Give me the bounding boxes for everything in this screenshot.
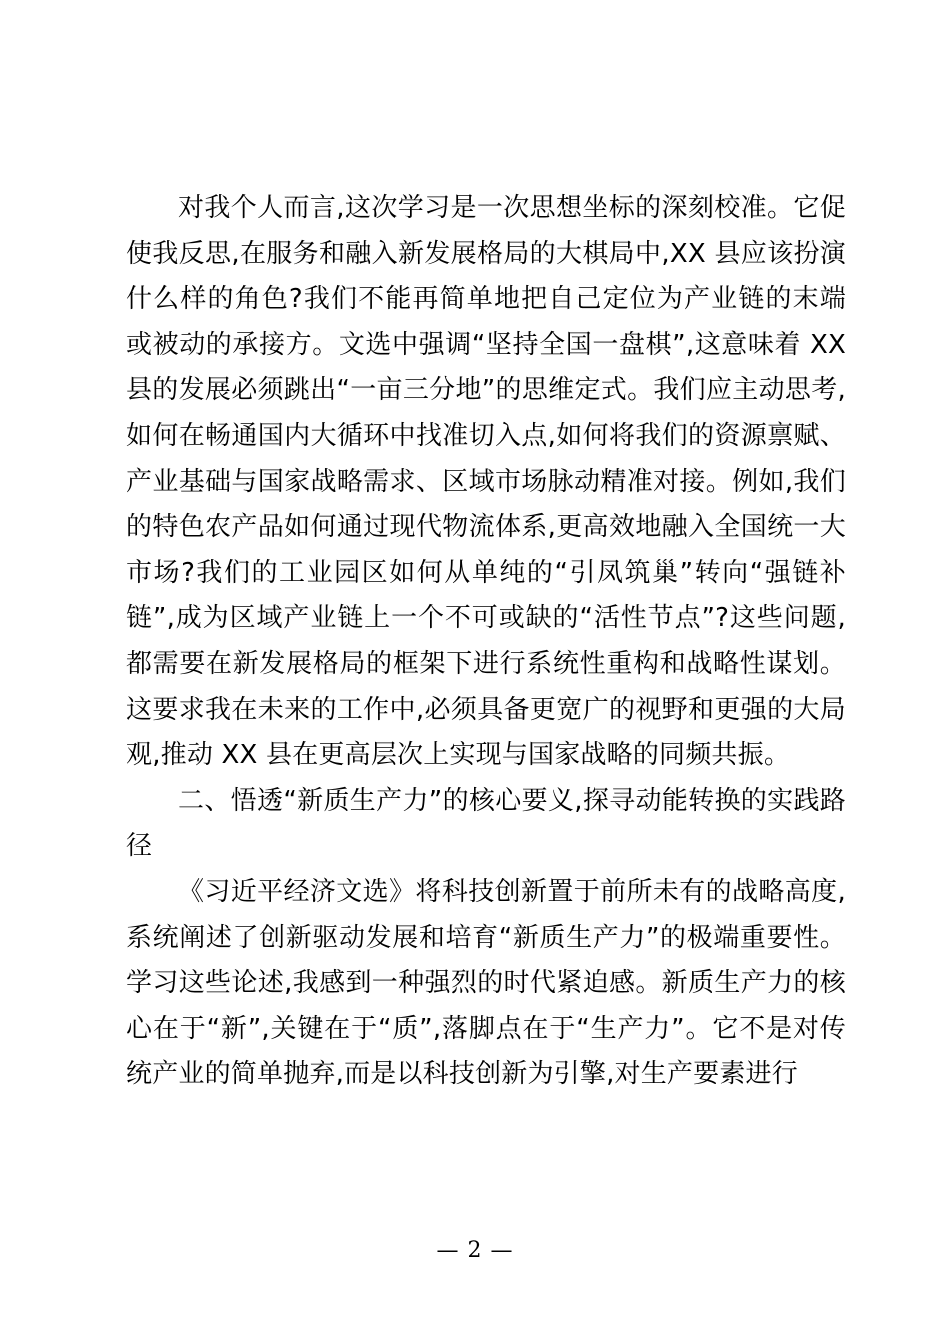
document-body (126, 186, 846, 1098)
paragraph-reflection: 对我个人而言,这次学习是一次思想坐标的深刻校准。它促使我反思,在服务和融入新发展格局的大棋局中,XX 县应该扮演什么样的角色?我们不能再简单地把自己定位为产业链的末端或被动的承接方。文选中强调“坚持全国一盘棋”,这意味着 XX 县的发展必须跳出“一亩三分地”的思维定式。我们应主动思考,如何在畅通国内大循环中找准切入点,如何将我们的资源禀赋、产业基础与国家战略需求、区域市场脉动精准对接。例如,我们的特色农产品如何通过现代物流体系,更高效地融入全国统一大市场?我们的工业园区如何从单纯的“引凤筑巢”转向“强链补链”,成为区域产业链上一个不可或缺的“活性节点”?这些问题,都需要在新发展格局的框架下进行系统性重构和战略性谋划。这要求我在未来的工作中,必须具备更宽广的视野和更强的大局观,推动 XX 县在更高层次上实现与国家战略的同频共振。 (126, 193, 846, 771)
page-number: — 2 — (436, 1238, 514, 1263)
paragraph-new-productivity: 《习近平经济文选》将科技创新置于前所未有的战略高度,系统阐述了创新驱动发展和培育“新质生产力”的极端重要性。学习这些论述,我感到一种强烈的时代紧迫感。新质生产力的核心在于“新”,关键在于“质”,落脚点在于“生产力”。它不是对传统产业的简单抛弃,而是以科技创新为引擎,对生产要素进行 (126, 876, 846, 1090)
section-heading: 二、悟透“新质生产力”的核心要义,探寻动能转换的实践路径 (126, 785, 846, 862)
